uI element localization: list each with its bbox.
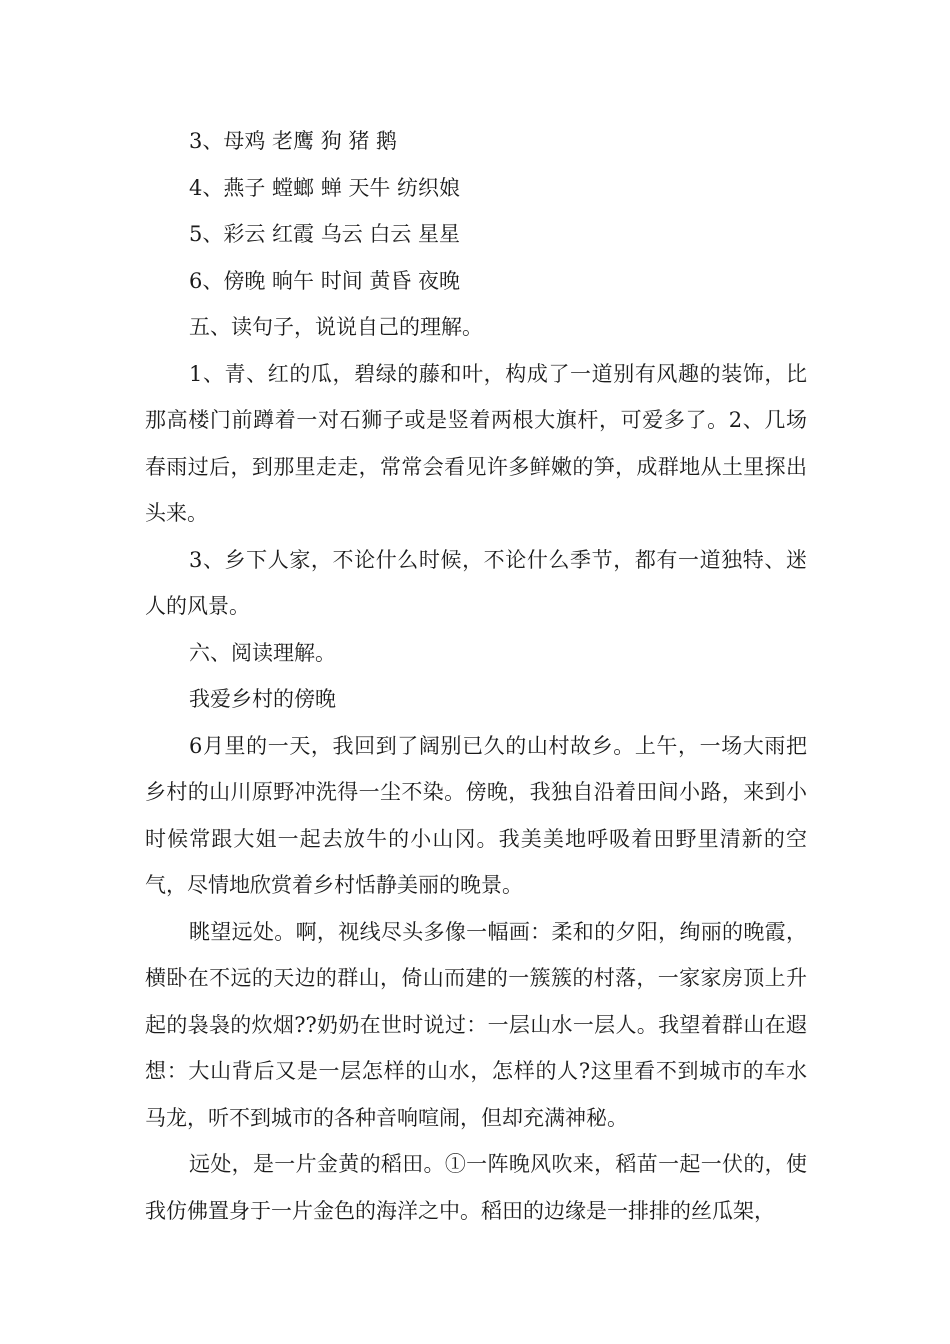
section-5-paragraph-2: 3、乡下人家，不论什么时候，不论什么季节，都有一道独特、迷人的风景。 <box>145 547 807 618</box>
section-6-heading: 六、阅读理解。 <box>189 640 336 665</box>
section-5-heading: 五、读句子，说说自己的理解。 <box>189 315 483 339</box>
list-item-3: 3、母鸡 老鹰 狗 猪 鹅 <box>189 129 398 153</box>
article-paragraph-2: 眺望远处。啊，视线尽头多像一幅画：柔和的夕阳，绚丽的晚霞，横卧在不远的天边的群山，倚山而建的一簇簇的村落，一家家房顶上升起的袅袅的炊烟??奶奶在世时说过：一层山水一层人。我望着群山在遐想：大山背后又是一层怎样的山水，怎样的人?这里看不到城市的车水马龙，听不到城市的各种音响喧闹，但却充满神秘。 <box>145 919 807 1130</box>
article-paragraph-1: 6月里的一天，我回到了阔别已久的山村故乡。上午，一场大雨把乡村的山川原野冲洗得一尘不染。傍晚，我独自沿着田间小路，来到小时候常跟大姐一起去放牛的小山冈。我美美地呼吸着田野里清新的空气，尽情地欣赏着乡村恬静美丽的晚景。 <box>145 733 807 897</box>
article-title: 我爱乡村的傍晚 <box>189 687 336 711</box>
section-5-paragraph-1: 1、青、红的瓜，碧绿的藤和叶，构成了一道别有风趣的装饰，比那高楼门前蹲着一对石狮子或是竖着两根大旗杆，可爱多了。2、几场春雨过后，到那里走走，常常会看见许多鲜嫩的笋，成群地从土里探出头来。 <box>145 361 807 525</box>
article-paragraph-3: 远处，是一片金黄的稻田。①一阵晚风吹来，稻苗一起一伏的，使我仿佛置身于一片金色的海洋之中。稻田的边缘是一排排的丝瓜架， <box>145 1152 807 1223</box>
list-item-6: 6、傍晚 晌午 时间 黄昏 夜晚 <box>189 268 461 293</box>
list-item-4: 4、燕子 螳螂 蝉 天牛 纺织娘 <box>189 175 461 200</box>
list-item-5: 5、彩云 红霞 乌云 白云 星星 <box>189 222 461 246</box>
document-page <box>145 118 807 1234</box>
